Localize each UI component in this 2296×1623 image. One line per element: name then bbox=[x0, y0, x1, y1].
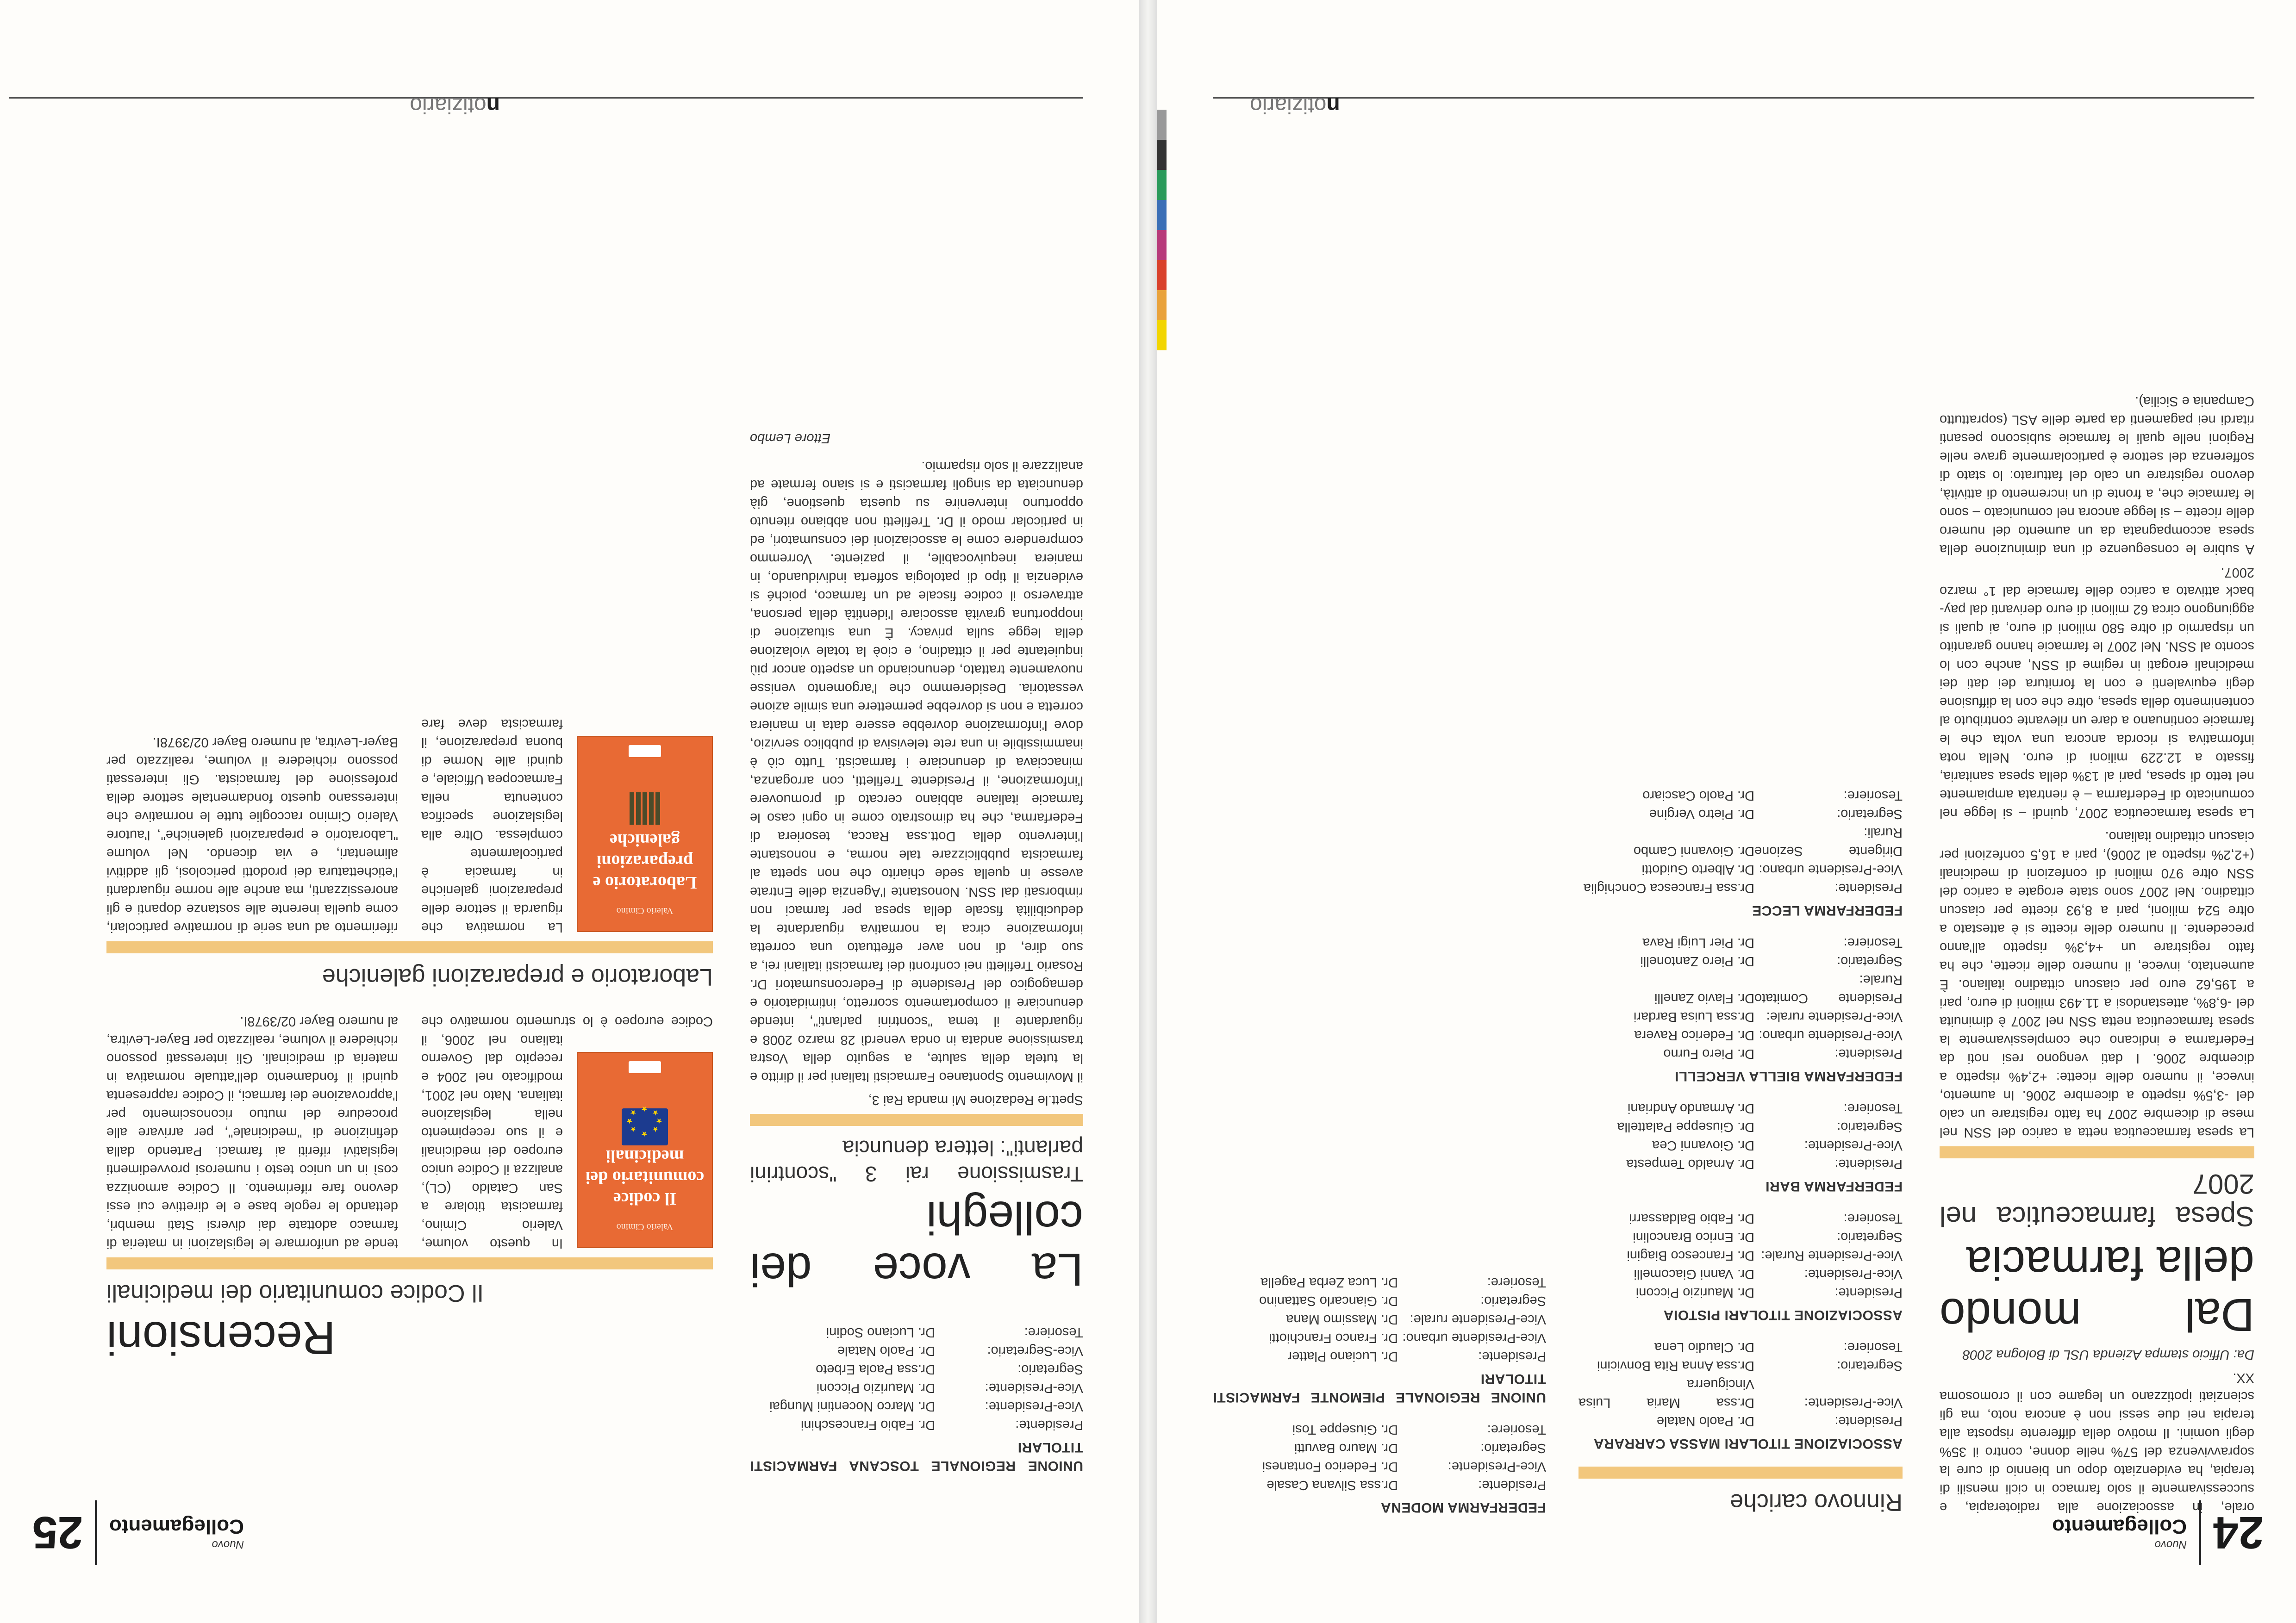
officer-role: Presidente: bbox=[1478, 1478, 1546, 1492]
officer-role: Presidente: bbox=[1478, 1349, 1546, 1364]
officer-role: Vice-Presidente: bbox=[985, 1380, 1083, 1395]
officer-row bbox=[1578, 805, 1903, 823]
book1-title: Il Codice comunitario dei medicinali bbox=[106, 1280, 484, 1306]
book2-text: La normativa che riguarda il settore delle preparazioni galeniche in farmacia è particolarmente complessa. Oltre alla legislazione specifica contenuta nella Farmacopea Ufficiale, e quindi alle Norme di buona preparazione, il farmacista deve fare riferimento ad una serie di normative particolari, come quella inerente alle sostanze dopanti e gli anoressizzanti, ma anche alle norme riguardanti l'etichettatura dei prodotti pericolosi, gli additivi alimentari, e via dicendo. Nel volume "Laboratorio e preparazioni galeniche", l'autore Valerio Cimino raccoglie tutte le normative che interessano questo fondamentale settore della professione del farmacista. Gli interessati possono richiedere il volume, realizzato per Bayer-Levitra, al numero Bayer 02/3978I. bbox=[106, 716, 563, 935]
officer-name: Dr.ssa Anna Rita Bonvicini bbox=[1597, 1358, 1754, 1373]
officer-name: Dr.ssa Silvana Casale bbox=[1267, 1478, 1398, 1492]
org-title: FEDERFARMA LECCE bbox=[1752, 903, 1903, 918]
officer-name: Dr. Mauro Bavutti bbox=[1294, 1441, 1398, 1455]
officer-role: Tesoriere: bbox=[1843, 1101, 1903, 1116]
page-header bbox=[32, 1498, 244, 1567]
officer-role: Tesoriere: bbox=[1487, 1275, 1546, 1290]
officer-row bbox=[1578, 1136, 1903, 1155]
column-letter bbox=[750, 429, 1083, 1475]
officer-row bbox=[750, 1397, 1083, 1416]
officer-row bbox=[1578, 1007, 1903, 1026]
spesa-paragraph: A subire le conseguenze di una diminuzione della spesa accompagnata da un aumento del numero delle ricette – si legge ancora nel comunicato – sono le farmacie che, a fronte di un incremento di attività, devono registrare un calo del fatturato: lo stato di sofferenza del settore è particolarmente grave nelle Regioni nelle quali le farmacie subiscono pesanti ritardi nei pagamenti da parte delle ASL (soprattutto Campania e Sicilia). bbox=[1940, 394, 2254, 557]
officer-role: Dirigente Sezione Rurali: bbox=[1754, 825, 1903, 858]
officer-row bbox=[1578, 1338, 1903, 1356]
footer-rule bbox=[1213, 97, 2254, 99]
section-bar bbox=[1940, 1146, 2254, 1158]
officer-role: Vice-Presidente rurale: bbox=[1766, 1009, 1903, 1024]
officer-name: Dr. Armando Andriani bbox=[1627, 1101, 1754, 1116]
section-bar bbox=[1578, 1467, 1903, 1479]
officer-role: Tesoriere: bbox=[1843, 1340, 1903, 1355]
rinnovo-title: Rinnovo cariche bbox=[1730, 1489, 1903, 1516]
footer-rule bbox=[9, 97, 1083, 99]
officer-role: Presidente Comitato Rurale: bbox=[1754, 972, 1903, 1006]
officer-row bbox=[1578, 1155, 1903, 1173]
officer-row bbox=[750, 1416, 1083, 1434]
officer-role: Segretario: bbox=[1837, 1119, 1903, 1134]
officer-name: Dr. Giuseppe Palattella bbox=[1617, 1119, 1754, 1134]
officer-name: Dr.ssa Luisa Bardari bbox=[1633, 1009, 1754, 1024]
letter-paragraph: Spett.le Redazione Mi manda Rai 3, bbox=[868, 1093, 1083, 1107]
officer-name: Dr. Luciano Platter bbox=[1287, 1349, 1398, 1364]
org-title: ASSOCIAZIONE TITOLARI MASSA CARRARA bbox=[1593, 1436, 1903, 1451]
officer-name: Dr. Francesco Biagini bbox=[1627, 1248, 1754, 1263]
page-number: 25 bbox=[32, 1507, 83, 1559]
section-bar bbox=[106, 941, 713, 953]
letter-title: Trasmissione rai 3 "scontrini parlanti": lettera denuncia bbox=[750, 1136, 1083, 1186]
officer-row bbox=[1578, 879, 1903, 897]
officer-row bbox=[1213, 1347, 1546, 1366]
officer-row bbox=[1213, 1476, 1546, 1494]
section-bar bbox=[106, 1257, 713, 1269]
officer-role: Presidente: bbox=[1015, 1418, 1083, 1432]
officer-row bbox=[1578, 823, 1903, 860]
brand-small: Nuovo bbox=[2154, 1538, 2187, 1551]
cover-author: Valerio Cimino bbox=[616, 1222, 674, 1232]
publisher-logo-icon bbox=[629, 745, 661, 757]
org-block bbox=[1578, 786, 1903, 920]
officer-name: Dr. Giovanni Cea bbox=[1652, 1138, 1754, 1153]
officer-name: Dr. Maurizio Picconi bbox=[1635, 1285, 1754, 1300]
officer-role: Tesoriere: bbox=[1843, 935, 1903, 950]
letter-signature: Ettore Lembo bbox=[750, 431, 831, 446]
officer-role: Vice-Presidente rurale: bbox=[1410, 1312, 1546, 1327]
officer-role: Vice-Presidente: bbox=[1804, 1267, 1903, 1281]
footer-logo bbox=[410, 93, 500, 120]
officer-row bbox=[1578, 860, 1903, 879]
officer-row bbox=[1213, 1439, 1546, 1457]
org-block bbox=[1578, 933, 1903, 1085]
officer-role: Segretario: bbox=[1017, 1362, 1083, 1377]
officer-row bbox=[1578, 1118, 1903, 1136]
header-divider bbox=[95, 1500, 97, 1565]
footer-logo-n: n bbox=[1326, 93, 1340, 118]
officer-row bbox=[1578, 1228, 1903, 1246]
officer-row bbox=[1578, 1246, 1903, 1265]
footer-logo bbox=[1250, 93, 1340, 120]
officer-name: Dr. Federico Fontanesi bbox=[1262, 1459, 1398, 1474]
cover-title: Laboratorio e preparazioni galeniche bbox=[593, 830, 697, 892]
officer-role: Tesoriere: bbox=[1487, 1422, 1546, 1437]
org-block bbox=[1213, 1420, 1546, 1517]
brand bbox=[109, 1515, 244, 1551]
footer-logo-rest: otiziario bbox=[1250, 93, 1327, 118]
officer-role: Segretario: bbox=[1837, 1358, 1903, 1373]
officer-name: Dr. Luciano Sodini bbox=[826, 1325, 935, 1340]
officer-role: Vice-Presidente Rurale: bbox=[1761, 1248, 1903, 1263]
officer-role: Presidente: bbox=[1834, 1046, 1903, 1061]
officer-name: Dr. Arnaldo Tempesta bbox=[1626, 1157, 1754, 1171]
brand-small: Nuovo bbox=[212, 1538, 244, 1551]
officer-name: Dr. Enrico Brancolini bbox=[1633, 1230, 1754, 1244]
bottles-icon bbox=[626, 788, 663, 825]
officer-name: Dr. Claudio Lena bbox=[1654, 1340, 1754, 1355]
column-recensioni bbox=[106, 715, 713, 1364]
officer-role: Tesoriere: bbox=[1843, 1211, 1903, 1226]
officer-row bbox=[1578, 933, 1903, 952]
officer-row bbox=[1213, 1292, 1546, 1310]
org-block bbox=[1578, 1209, 1903, 1324]
section-bar bbox=[750, 1114, 1083, 1126]
footer-logo-rest: otiziario bbox=[410, 93, 487, 118]
officer-row bbox=[1578, 952, 1903, 970]
brand-name: Collegamento bbox=[109, 1515, 244, 1538]
page-25 bbox=[0, 0, 1139, 1623]
cover-title: Il codice comunitario dei medicinali bbox=[585, 1146, 705, 1208]
brand-name: Collegamento bbox=[2052, 1515, 2187, 1538]
page-number: 24 bbox=[2213, 1507, 2264, 1559]
org-block bbox=[1578, 1099, 1903, 1195]
officer-name: Dr. Paolo Casciaro bbox=[1642, 788, 1754, 803]
org-title: FEDERFARMA BARI bbox=[1765, 1179, 1903, 1194]
officer-role: Vice-Presidente urbano: bbox=[1759, 1028, 1903, 1043]
officer-name: Dr.ssa Francesca Conchiglia bbox=[1583, 881, 1754, 895]
officer-role: Presidente: bbox=[1834, 1285, 1903, 1300]
officer-role: Vice-Segretario: bbox=[987, 1343, 1083, 1358]
book1-body bbox=[106, 1010, 713, 1253]
officer-row bbox=[1578, 1375, 1903, 1412]
officer-name: Dr. Flavio Zanelli bbox=[1654, 991, 1754, 1006]
column-rinnovo-1 bbox=[1578, 786, 1903, 1517]
officer-name: Dr. Franco Franchiotti bbox=[1269, 1331, 1398, 1345]
recensioni-title: Recensioni bbox=[106, 1312, 336, 1364]
officer-name: Dr. Alberto Guidotti bbox=[1641, 862, 1754, 877]
officer-row bbox=[1578, 1026, 1903, 1045]
officer-name: Dr. Fabio Baldassarri bbox=[1629, 1211, 1754, 1226]
officer-row bbox=[1213, 1310, 1546, 1329]
org-block bbox=[1213, 1273, 1546, 1406]
cover-author: Valerio Cimino bbox=[616, 906, 674, 916]
print-color-strip bbox=[1157, 110, 1167, 350]
officer-name: Dr. Paolo Natale bbox=[837, 1343, 935, 1358]
officer-role: Segretario: bbox=[1480, 1441, 1546, 1455]
officer-name: Dr. Luca Zerba Pagella bbox=[1260, 1275, 1398, 1290]
officer-role: Segretario: bbox=[1837, 954, 1903, 969]
org-title: FEDERFARMA MODENA bbox=[1380, 1500, 1546, 1515]
officer-name: Dr. Vanni Giacomelli bbox=[1634, 1267, 1754, 1281]
officer-role: Presidente: bbox=[1834, 881, 1903, 895]
book-cover bbox=[577, 1052, 713, 1248]
officer-name: Dr. Pietro Vergine bbox=[1649, 807, 1754, 821]
officer-row bbox=[1578, 1412, 1903, 1430]
officer-row bbox=[1578, 1265, 1903, 1283]
officer-name: Dr. Piero Furno bbox=[1663, 1046, 1754, 1061]
officer-role: Vice-Presidente: bbox=[1804, 1395, 1903, 1410]
officer-role: Presidente: bbox=[1834, 1414, 1903, 1429]
officer-row bbox=[750, 1379, 1083, 1397]
officer-name: Dr. Fabio Franceschini bbox=[800, 1418, 935, 1432]
officer-name: Dr. Giovanni Cambo bbox=[1633, 844, 1754, 858]
officer-row bbox=[1213, 1420, 1546, 1439]
book1-text: In questo volume, Valerio Cimino, farmacista titolare a San Cataldo (CL), analizza il Codice unico europeo dei medicinali e il suo recepimento nella legislazione italiana. Nato nel 2001, modificato nel 2004 e recepito dal Governo italiano nel 2006, il Codice europeo è lo strumento normativo che tende ad uniformare le legislazioni in materia di farmaco adottate dai diversi Stati membri, dettando le regole base e le direttive cui essi devono fare riferimento. Il Codice armonizza così in un unico testo i numerosi provvedimenti legislativi riferiti ai farmaci. Partendo dalla definizione di "medicinale", per arrivare alle procedure del mutuo riconoscimento per l'approvazione dei farmaci, il Codice rappresenta quindi il fondamento dell'attuale normativa in materia di medicinali. Gli interessati possono richiedere il volume, realizzato per Bayer-Levitra, al numero Bayer 02/3978I. bbox=[106, 1014, 713, 1251]
officer-name: Dr. Marco Nocentini Mungai bbox=[769, 1399, 935, 1414]
officer-row bbox=[1213, 1329, 1546, 1347]
officer-name: Dr. Massimo Mana bbox=[1286, 1312, 1398, 1327]
officer-role: Segretario: bbox=[1480, 1293, 1546, 1308]
officer-name: Dr. Giuseppe Tosi bbox=[1292, 1422, 1398, 1437]
page-24 bbox=[1157, 0, 2296, 1623]
officer-name: Dr. Giancarlo Sattanino bbox=[1259, 1293, 1398, 1308]
officer-role: Tesoriere: bbox=[1024, 1325, 1083, 1340]
officer-row bbox=[1578, 786, 1903, 805]
officer-role: Vice-Presidente urbano: bbox=[1759, 862, 1903, 877]
publisher-logo-icon bbox=[629, 1061, 661, 1073]
officer-name: Dr. Federico Ravera bbox=[1634, 1028, 1754, 1043]
officer-role: Segretario: bbox=[1837, 1230, 1903, 1244]
officer-name: Dr. Pier Luigi Rava bbox=[1642, 935, 1754, 950]
officer-name: Dr.ssa Maria Luisa Vinciguerra bbox=[1578, 1377, 1754, 1410]
officer-name: Dr.ssa Paola Erbeto bbox=[816, 1362, 935, 1377]
voce-title: La voce dei colleghi bbox=[750, 1192, 1083, 1295]
main-title: Dal mondo della farmacia bbox=[1940, 1237, 2254, 1341]
officer-row bbox=[750, 1323, 1083, 1342]
column-rinnovo-2 bbox=[1213, 1273, 1546, 1517]
officer-row bbox=[1578, 970, 1903, 1007]
source-note: Da: Ufficio stampa Azienda USL di Bologna 2008 bbox=[1962, 1347, 2254, 1362]
book-cover bbox=[577, 736, 713, 932]
org-title: ASSOCIAZIONE TITOLARI PISTOIA bbox=[1663, 1307, 1903, 1323]
book2-body bbox=[106, 715, 713, 937]
footer-logo-n: n bbox=[486, 93, 500, 118]
org-title: UNIONE REGIONALE PIEMONTE FARMACISTI TITOLARI bbox=[1213, 1371, 1546, 1405]
book2-title: Laboratorio e preparazioni galeniche bbox=[322, 964, 713, 990]
column-spesa bbox=[1940, 387, 2254, 1517]
eu-stars-icon: ★ ★ ★ ★ ★ ★ ★ ★ bbox=[622, 1108, 668, 1145]
officer-name: Dr. Paolo Natale bbox=[1656, 1414, 1754, 1429]
spesa-paragraph: La spesa farmaceutica 2007, quindi – si legge nel comunicato di Federfarma – è rientrata ampiamente nel tetto di spesa, pari al 13% della spesa sanitaria, fissato a 12.229 milioni di euro. Nella nota informativa si ricorda ancora una volta che le farmacie continuano a dare un rilevante contributo al contenimento della spesa, oltre che con la diffusione degli equivalenti e con la fornitura dei dati dei medicinali erogati in regime di SSN, anche con lo sconto al SSN. Nel 2007 le farmacie hanno garantito un risparmio di oltre 580 milioni di euro, ai quali si aggiungono circa 62 milioni di euro derivanti dal pay-back attivato a carico delle farmacie dal 1° marzo 2007. bbox=[1940, 565, 2254, 821]
intro-text: orale, in associazione alla radioterapia, e successivamente il solo farmaco in cicli mensili di terapia, ha evidenziato dopo un biennio di cure la sopravvivenza del 57% nelle donne, contro il 35% degli uomini. Il motivo della differente risposta alla terapia nei due sessi non è ancora noto, ma gli scienziati ipotizzano un legame con il cromosoma XX. bbox=[1940, 1370, 2254, 1515]
officer-role: Vice-Presidente urbano: bbox=[1402, 1331, 1546, 1345]
org-title: FEDERFARMA BIELLA VERCELLI bbox=[1674, 1069, 1903, 1084]
officer-row bbox=[1578, 1209, 1903, 1228]
officer-role: Presidente: bbox=[1834, 1157, 1903, 1171]
officer-role: Vice-Presidente: bbox=[985, 1399, 1083, 1414]
letter-paragraph: il Movimento Spontaneo Farmacisti Italiani per il diritto e la tutela della salute, a seguito della Vostra trasmissione andata in onda venerdì 28 marzo 2008 e riguardante il tema "scontrini parlanti", intende denunciare il comportamento scorretto, intimidatorio e demagogico del Presidente di Federconsumatori Dr. Rosario Trefiletti nei confronti dei farmacisti italiani rei, a suo dire, di non aver effettuato una corretta informazione circa la normativa riguardante la deducibilità fiscale della spesa per farmaci non rimborsati dal SSN. Nonostante l'Agenzia delle Entrate avesse in quella sede chiarito che non spetta al farmacista pubblicizzare tale norma, e nonostante l'intervento della Dott.ssa Racca, tesoriera di Federfarma, che ha dimostrato come in ogni caso le farmacie italiane abbiano cercato di promuovere l'informazione, il Presidente Trefiletti, con arroganza, minacciava di denunciare i farmacisti. Tutto ciò è inammissibile in una rete televisiva di pubblico servizio, dove l'informazione dovrebbe essere data in maniera corretta e non si dovrebbe permettere una simile azione vessatoria. Desideremmo che l'argomento venisse nuovamente trattato, denunciando un aspetto ancor più inquietante per il cittadino, e cioè la totale violazione della legge sulla privacy. È una situazione di inopportuna gravità associare l'identità della persona, attraverso il codice fiscale ad un farmaco, poiché si evidenzia il tipo di patologia sofferta individuando, in maniera inequivocabile, il paziente. Vorremmo comprendere come le associazioni dei consumatori, ed in particolar modo il Dr. Trefiletti non abbiano ritenuto opportuno intervenire su questa questione, già denunciata da singoli farmacisti e si siano fermate ad analizzare il solo risparmio. bbox=[750, 459, 1083, 1084]
officer-row bbox=[1213, 1273, 1546, 1292]
officer-row bbox=[1578, 1356, 1903, 1375]
officer-row bbox=[1213, 1457, 1546, 1476]
officer-row bbox=[1578, 1045, 1903, 1063]
officer-row bbox=[1578, 1099, 1903, 1118]
officer-role: Segretario: bbox=[1837, 807, 1903, 821]
org-block bbox=[1578, 1338, 1903, 1453]
officer-role: Tesoriere: bbox=[1843, 788, 1903, 803]
spesa-paragraph: La spesa farmaceutica netta a carico del SSN nel mese di dicembre 2007 ha fatto registrare un calo del -3,5% rispetto a dicembre 2006. In aumento, invece, il numero delle ricette: +2,4% rispetto a dicembre 2006. I dati vengono resi noti da Federfarma e indicano che complessivamente la spesa farmaceutica netta SSN nel 2007 è diminuita del -6,8%, attestandosi a 11.493 milioni di euro, pari a 195,62 euro per ciascun cittadino italiano. È aumentato, invece, il numero delle ricette, che ha fatto registrare un +4,3% rispetto all'anno precedente. Il numero delle ricette si è attestato a oltre 524 milioni, pari a 8,93 ricette per ciascun cittadino. Nel 2007 sono state erogate a carico del SSN oltre 970 milioni di confezioni di medicinali (+2,2% rispetto al 2006), pari a 16,5 confezioni per ciascun cittadino italiano. bbox=[1940, 829, 2254, 1140]
officer-row bbox=[1578, 1283, 1903, 1302]
page-gutter bbox=[1139, 0, 1157, 1623]
officer-row bbox=[750, 1360, 1083, 1379]
spesa-title: Spesa farmaceutica nel 2007 bbox=[1940, 1169, 2254, 1232]
officer-role: Vice-Presidente: bbox=[1447, 1459, 1546, 1474]
brand bbox=[2052, 1515, 2187, 1551]
officer-name: Dr. Maurizio Picconi bbox=[816, 1380, 935, 1395]
officer-name: Dr. Piero Zantonelli bbox=[1640, 954, 1754, 969]
officer-role: Vice-Presidente: bbox=[1804, 1138, 1903, 1153]
org-title: UNIONE REGIONALE TOSCANA FARMACISTI TITOLARI bbox=[750, 1440, 1083, 1474]
officer-row bbox=[750, 1342, 1083, 1360]
